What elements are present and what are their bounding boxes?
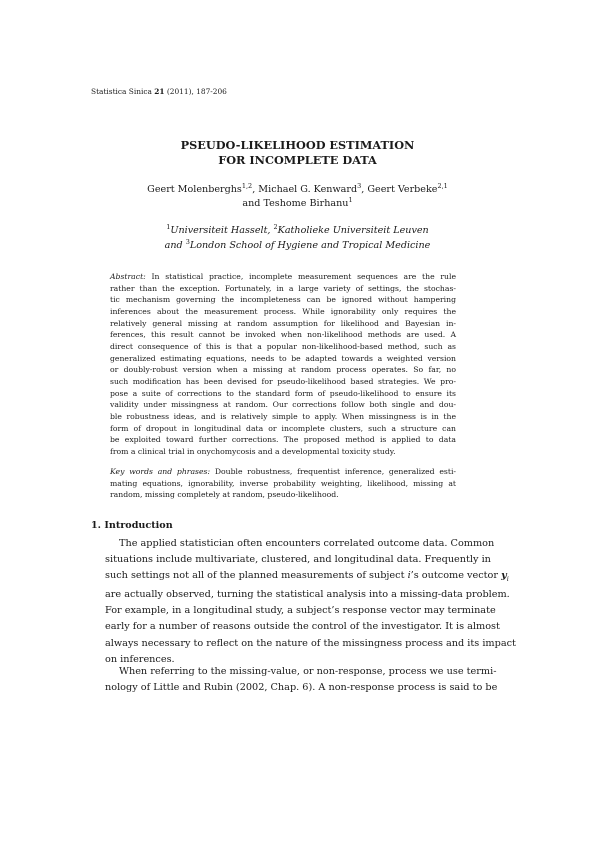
keywords xyxy=(110,466,456,501)
author-affiliation-marker: 2,1 xyxy=(437,181,448,190)
author-name: and Teshome Birhanu xyxy=(242,198,349,209)
author-name: , Michael G. Kenward xyxy=(252,184,358,195)
author-affiliation-marker: 1,2 xyxy=(241,181,253,190)
affiliation-name: Universiteit Hasselt, xyxy=(170,225,274,236)
keywords-label: Key words and phrases: xyxy=(110,467,211,476)
keywords-line: random, missing completely at random, pseudo-likelihood. xyxy=(110,490,339,500)
abstract-line: generalized estimating equations, needs to be adapted towards a weighted version xyxy=(110,353,456,363)
abstract-line: from a clinical trial in onychomycosis and a developmental toxicity study. xyxy=(110,446,396,456)
journal-name: Statistica Sinica xyxy=(91,87,155,96)
body-paragraph-2 xyxy=(91,664,498,696)
abstract-line: or doubly-robust version when a missing at random process operates. So far, no xyxy=(110,365,456,375)
abstract-line: relatively general missing at random assumption for likelihood and Bayesian in- xyxy=(110,318,456,328)
math-subscript: i xyxy=(506,575,509,584)
abstract-line: tic mechanism governing the incompleteness can be ignored without hampering xyxy=(110,295,456,305)
abstract-text: In statistical practice, incomplete measurement sequences are the rule xyxy=(145,272,456,281)
body-line: on inferences. xyxy=(105,653,175,665)
body-line xyxy=(91,568,509,587)
journal-year-pages: (2011), 187-206 xyxy=(164,87,227,96)
body-line: early for a number of reasons outside the control of the investigator. It is almost xyxy=(105,621,500,633)
abstract-line: direct consequence of this is that a popular non-likelihood-based method, such as xyxy=(110,341,456,351)
abstract-line: inferences about the measurement process. While ignorability only requires the xyxy=(110,306,456,316)
abstract-label: Abstract: xyxy=(110,272,146,281)
keywords-text: Double robustness, frequentist inference, generalized esti- xyxy=(210,467,456,476)
paper-title-line-1: PSEUDO-LIKELIHOOD ESTIMATION xyxy=(180,138,415,152)
affiliations-line-1 xyxy=(0,223,595,238)
abstract-line: pose a suite of corrections to the standard form of pseudo-likelihood to ensure its xyxy=(110,388,456,398)
abstract xyxy=(110,271,456,458)
authors-line-2 xyxy=(0,197,595,211)
abstract-line: such modification has been devised for pseudo-likelihood based strategies. We pro- xyxy=(110,376,456,386)
abstract-line: form of dropout in longitudinal data or incomplete clusters, such a structure can xyxy=(110,423,456,433)
body-paragraph-1 xyxy=(91,536,516,668)
affiliations-line-2 xyxy=(0,238,595,253)
affiliation-marker: 2 xyxy=(273,222,278,231)
keywords-line xyxy=(110,466,456,478)
abstract-line: rather than the exception. Fortunately, in a large variety of settings, the stochas- xyxy=(110,283,456,293)
abstract-line xyxy=(110,271,456,283)
body-line-text: such settings not all of the planned measurements of subject xyxy=(105,570,408,582)
paper-title-line-2: FOR INCOMPLETE DATA xyxy=(218,153,377,167)
author-name: Geert Molenberghs xyxy=(147,184,242,195)
affiliation-name: Katholieke Universiteit Leuven xyxy=(277,225,429,236)
affiliation-conjunction: and xyxy=(164,240,186,251)
affiliation-name: London School of Hygiene and Tropical Medicine xyxy=(189,240,431,251)
authors-line-1 xyxy=(0,183,595,197)
abstract-line: validity under missingness at random. Our corrections follow both single and dou- xyxy=(110,400,456,410)
math-subscript-i: i xyxy=(407,570,411,582)
math-vector-y: y xyxy=(501,570,507,582)
body-line: The applied statistician often encounters correlated outcome data. Common xyxy=(119,538,495,549)
abstract-line: ble robustness ideas, and is relatively simple to apply. When missingness is in the xyxy=(110,411,456,421)
section-heading: 1. Introduction xyxy=(91,520,173,531)
keywords-line: mating equations, ignorability, inverse probability weighting, likelihood, missing at xyxy=(110,478,456,488)
journal-volume: 21 xyxy=(154,87,165,96)
affiliation-marker: 1 xyxy=(166,222,171,231)
body-line: For example, in a longitudinal study, a subject’s response vector may terminate xyxy=(105,605,496,617)
body-line: always necessary to reflect on the nature of the missingness process and its impact xyxy=(105,637,516,649)
running-head xyxy=(91,87,227,96)
author-affiliation-marker: 3 xyxy=(357,181,362,190)
body-line: When referring to the missing-value, or non-response, process we use termi- xyxy=(119,666,497,677)
author-name: , Geert Verbeke xyxy=(361,184,438,195)
abstract-line: ferences, this result cannot be invoked when non-likelihood methods are used. A xyxy=(110,330,456,340)
abstract-line: be exploited toward further corrections. The proposed method is applied to data xyxy=(110,435,456,445)
body-line: situations include multivariate, clustered, and longitudinal data. Frequently in xyxy=(105,554,491,566)
affiliation-marker: 3 xyxy=(185,237,190,246)
body-line-text: ’s outcome vector xyxy=(410,570,502,582)
author-affiliation-marker: 1 xyxy=(348,195,353,204)
body-line: nology of Little and Rubin (2002, Chap. 6). A non-response process is said to be xyxy=(105,682,498,694)
body-line: are actually observed, turning the statistical analysis into a missing-data problem. xyxy=(105,589,510,601)
